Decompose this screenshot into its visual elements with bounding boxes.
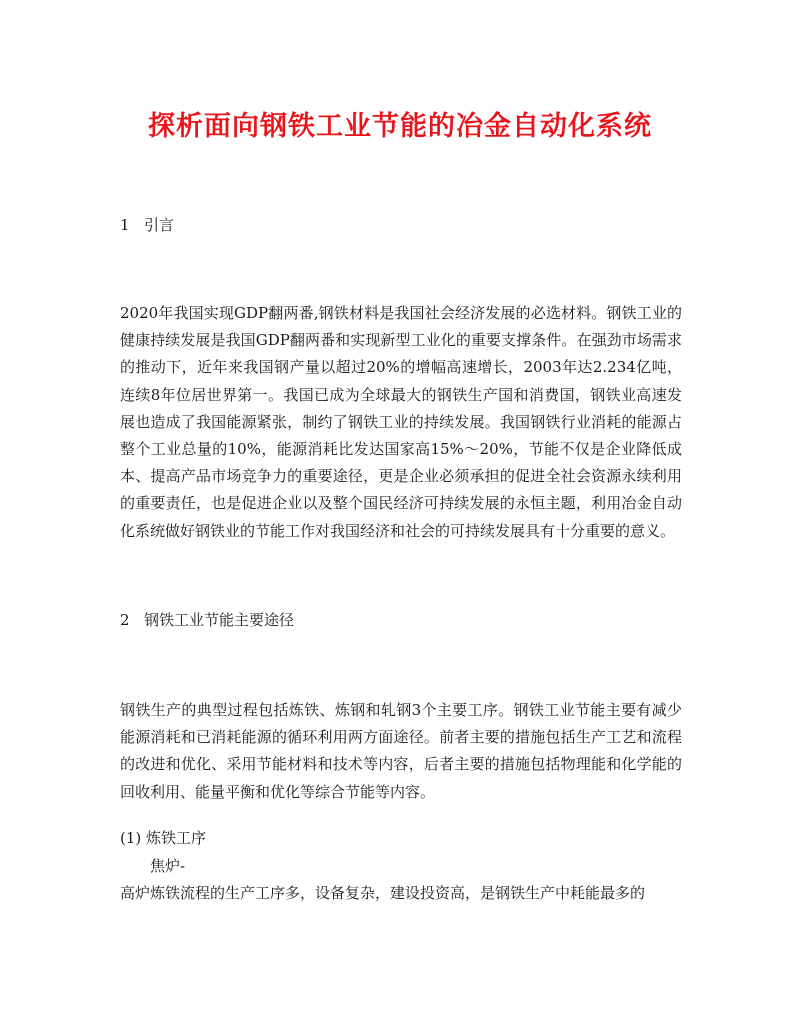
section-2-heading bbox=[120, 609, 294, 630]
section-1-paragraph: 2020年我国实现GDP翻两番,钢铁材料是我国社会经济发展的必选材料。钢铁工业的健康持续发展是我国GDP翻两番和实现新型工业化的重要支撑条件。在强劲市场需求的推动下，近年来我国钢产量以超过20%的增幅高速增长，2003年达2.234亿吨，连续8年位居世界第一。我国已成为全球最大的钢铁生产国和消费国，钢铁业高速发展也造成了我国能源紧张，制约了钢铁工业的持续发展。我国钢铁行业消耗的能源占整个工业总量的10%，能源消耗比发达国家高15%～20%，节能不仅是企业降低成本、提高产品市场竞争力的重要途径，更是企业必须承担的促进全社会资源永续利用的重要责任，也是促进企业以及整个国民经济可持续发展的永恒主题，利用冶金自动化系统做好钢铁业的节能工作对我国经济和社会的可持续发展具有十分重要的意义。 bbox=[120, 304, 682, 540]
section-2-paragraph: 钢铁生产的典型过程包括炼铁、炼钢和轧钢3个主要工序。钢铁工业节能主要有减少能源消耗和已消耗能源的循环利用两方面途径。前者主要的措施包括生产工艺和流程的改进和优化、采用节能材料和技术等内容，后者主要的措施包括物理能和化学能的回收利用、能量平衡和优化等综合节能等内容。 bbox=[120, 701, 682, 801]
document-title: 探析面向钢铁工业节能的冶金自动化系统 bbox=[148, 111, 652, 142]
section-1-number: 1 bbox=[120, 216, 130, 234]
subsection-ironmaking-heading: (1) 炼铁工序 bbox=[120, 829, 207, 847]
section-2-title: 钢铁工业节能主要途径 bbox=[144, 611, 295, 629]
blast-furnace-line: 高炉炼铁流程的生产工序多，设备复杂，建设投资高，是钢铁生产中耗能最多的 bbox=[120, 884, 646, 902]
section-1-heading bbox=[120, 214, 174, 235]
section-1-title: 引言 bbox=[144, 216, 175, 234]
section-2-number: 2 bbox=[120, 611, 130, 629]
coke-oven-line: 焦炉- bbox=[150, 857, 186, 875]
